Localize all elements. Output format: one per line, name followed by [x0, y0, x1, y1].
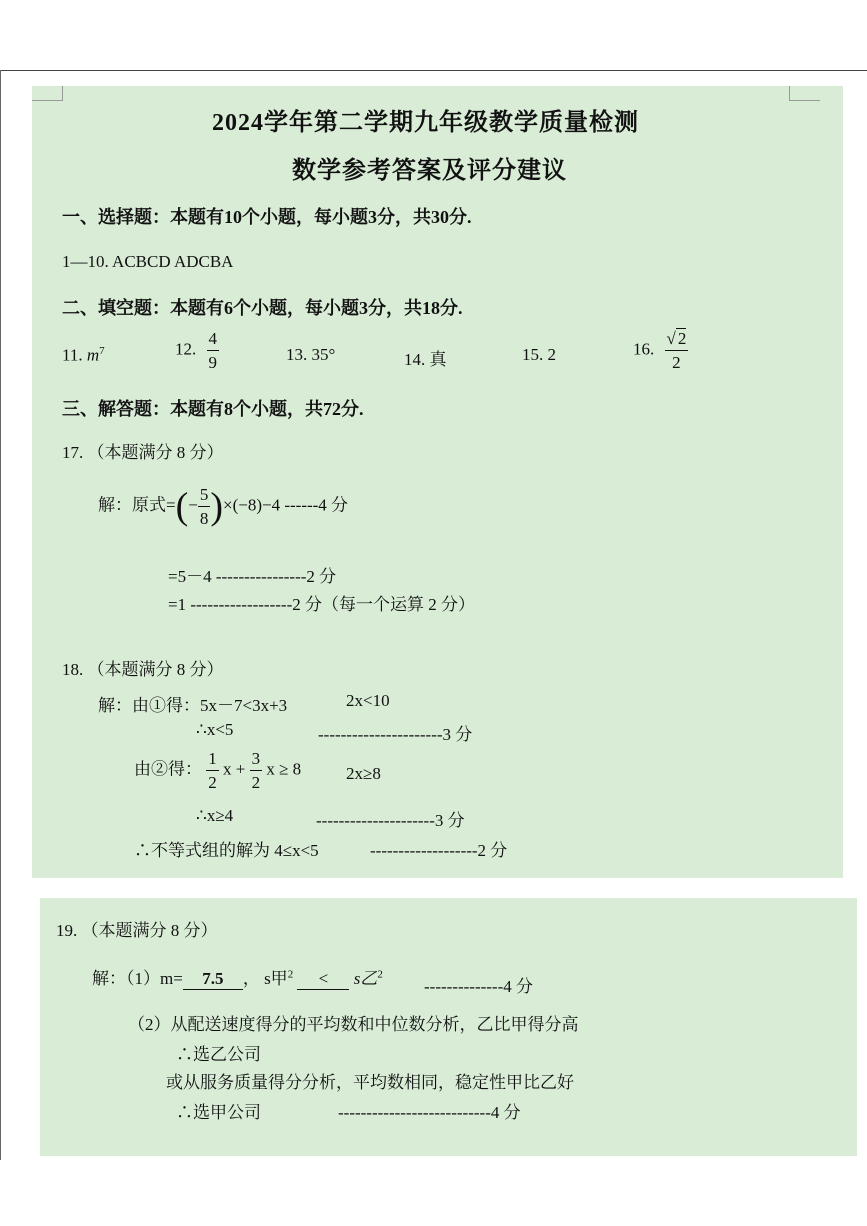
corner-mark-right — [789, 86, 820, 101]
q19-part2-line2: ∴选乙公司 — [176, 1045, 261, 1064]
section1-answers: 1—10. ACBCD ADCBA — [62, 252, 234, 271]
q19-part1: 解：（1）m= 7.5 ， s甲$^2$ < s乙$^2$ — [92, 968, 383, 988]
q18-line5: ∴不等式组的解为 4≤x<5 — [134, 841, 319, 860]
q18-line4: ∴x≥4 — [196, 806, 234, 825]
q16-fraction: $\frac{√ 2}{2}$ — [666, 329, 687, 372]
q18-line5-score: -------------------2 分 — [370, 841, 508, 860]
q19-m-value: 7.5 — [183, 969, 243, 990]
page-title: 2024学年第二学期九年级教学质量检测 — [212, 110, 639, 136]
q19-part2-score: ---------------------------4 分 — [338, 1103, 521, 1122]
q17-line3: =1 ------------------2 分（每一个运算 2 分） — [168, 595, 475, 614]
q18-line2: ∴x<5 — [196, 720, 234, 739]
q15-answer: 15. 2 — [522, 345, 556, 364]
left-rule — [0, 70, 1, 1160]
section1-heading: 一、选择题：本题有10个小题，每小题3分，共30分. — [62, 207, 472, 227]
q19-part1-score: --------------4 分 — [424, 977, 534, 996]
q18-fraction-2: $\frac{3}{2}$ — [251, 749, 261, 792]
q19-relation: < — [297, 969, 349, 990]
q18-fraction-1: $\frac{1}{2}$ — [208, 749, 217, 792]
section2-heading: 二、填空题：本题有6个小题，每小题3分，共18分. — [62, 298, 463, 318]
q13-answer: 13. 35° — [286, 345, 336, 364]
q17-line2: =5－4 ----------------2 分 — [168, 567, 337, 586]
q19-part2-line1: （2）从配送速度得分的平均数和中位数分析，乙比甲得分高 — [128, 1015, 579, 1034]
q18-line2-score: ----------------------3 分 — [318, 725, 473, 744]
q12-fraction: $\frac{4}{9}$ — [208, 329, 217, 372]
q18-header: 18. （本题满分 8 分） — [62, 660, 224, 679]
q12-answer: 12. $\frac{4}{9}$ — [175, 329, 217, 372]
q14-answer: 14. 真 — [404, 350, 447, 369]
section3-heading: 三、解答题：本题有8个小题，共72分. — [62, 399, 364, 419]
q18-line3: 由②得： $\frac{1}{2}$ x + $\frac{3}{2}$ x ≥ 8 — [134, 749, 302, 792]
q19-header: 19. （本题满分 8 分） — [56, 921, 218, 940]
q11-answer: 11. $m^7$ — [62, 345, 105, 365]
corner-mark-left — [32, 86, 63, 101]
q18-line4-score: ---------------------3 分 — [316, 811, 465, 830]
top-rule — [0, 70, 867, 71]
q17-header: 17. （本题满分 8 分） — [62, 443, 224, 462]
q18-line3-right: 2x≥8 — [346, 764, 381, 783]
q17-fraction: $\frac{5}{8}$ — [199, 485, 209, 528]
q17-line1: 解：原式=(− $\frac{5}{8}$ )×(−8)−4 ------4 分 — [98, 485, 349, 528]
q18-line1: 解：由①得：5x－7<3x+3 — [98, 696, 288, 715]
q19-part2-line4: ∴选甲公司 — [176, 1103, 261, 1122]
q18-line1-right: 2x<10 — [346, 691, 390, 710]
q16-answer: 16. $\frac{√ 2}{2}$ — [633, 329, 687, 372]
q19-part2-line3: 或从服务质量得分分析，平均数相同，稳定性甲比乙好 — [166, 1073, 574, 1092]
page-subtitle: 数学参考答案及评分建议 — [292, 158, 567, 184]
